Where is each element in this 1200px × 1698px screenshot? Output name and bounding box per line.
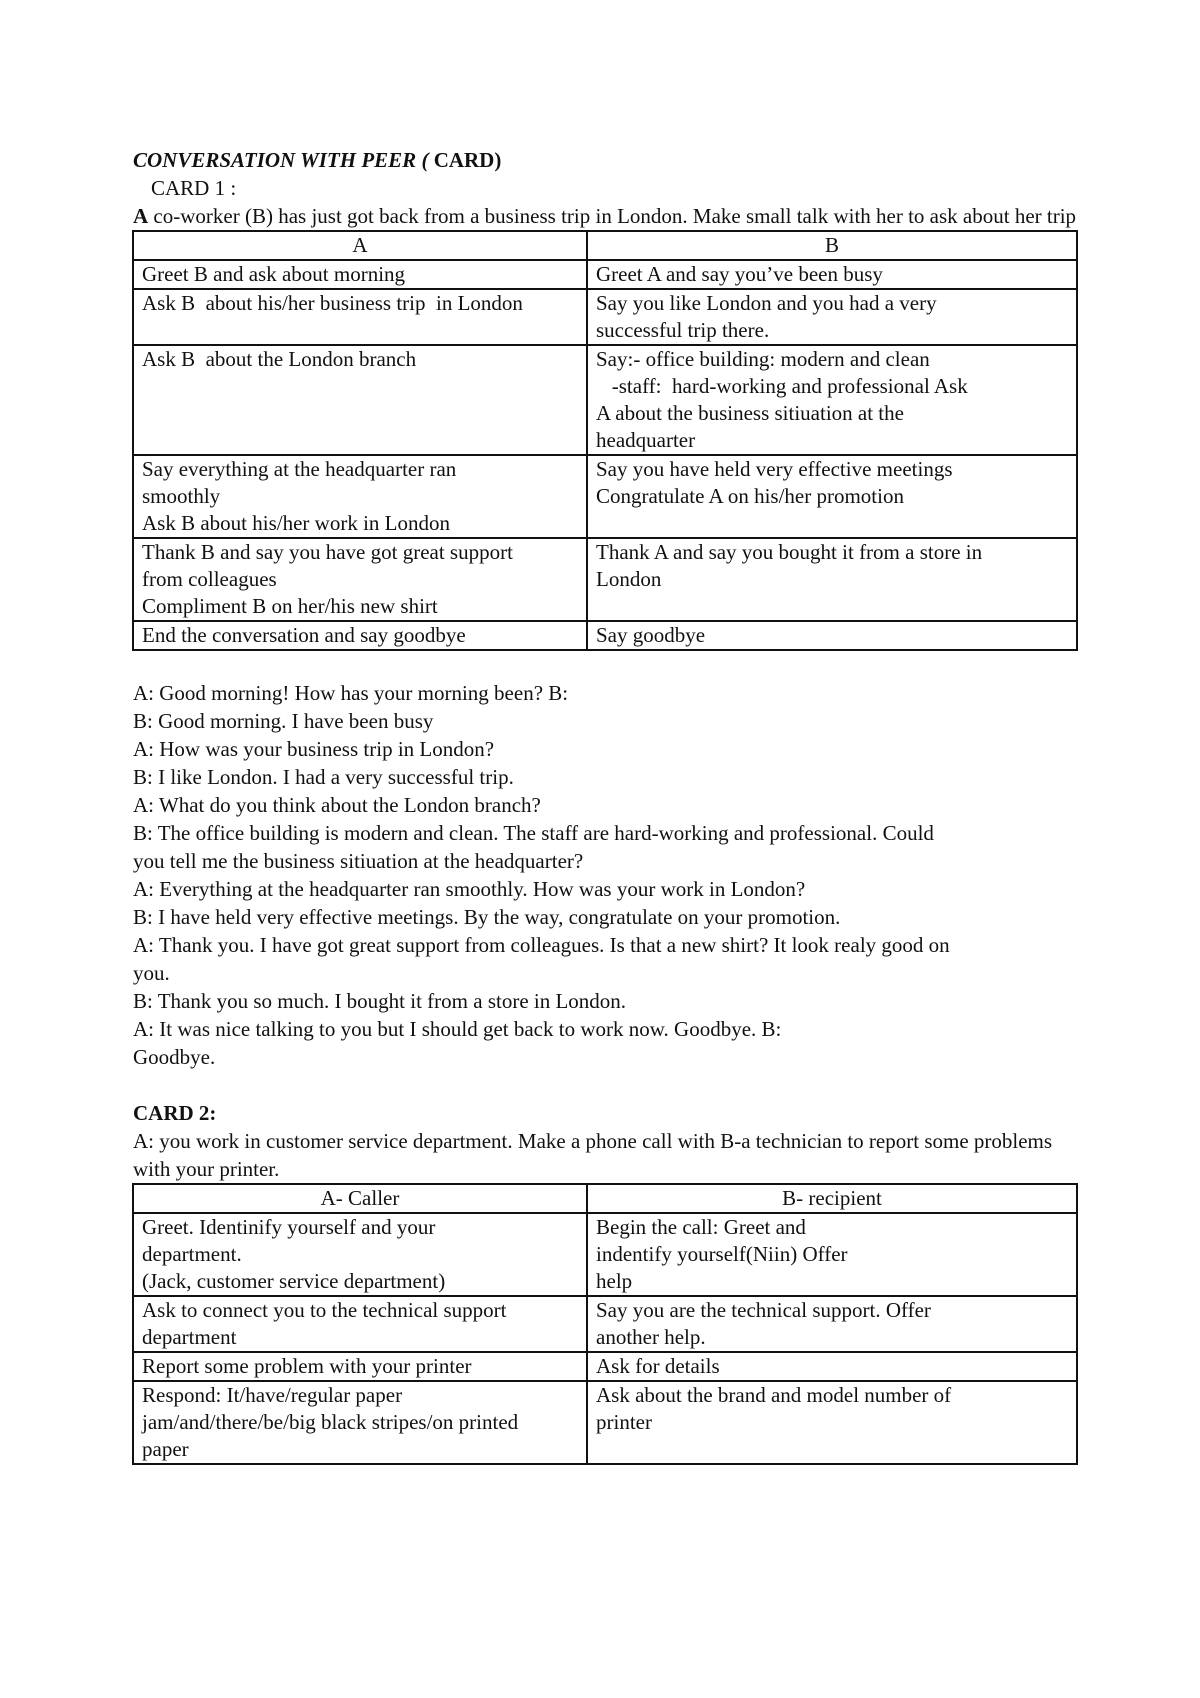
table-row	[133, 1381, 1077, 1464]
dialogue-line: A: Everything at the headquarter ran smoothly. How was your work in London?	[133, 877, 806, 901]
cell-line: Compliment B on her/his new shirt	[142, 594, 438, 618]
cell-line: department.	[142, 1242, 242, 1266]
dialogue-line: Goodbye.	[133, 1045, 216, 1069]
table-cell-b	[587, 621, 1077, 650]
table-cell-a	[133, 621, 587, 650]
cell-line: A about the business sitiuation at the	[596, 401, 904, 425]
cell-line: Say everything at the headquarter ran	[142, 457, 457, 481]
dialogue-line: B: I have held very effective meetings. By the way, congratulate on your promotion.	[133, 905, 841, 929]
table-cell-b	[587, 1296, 1077, 1352]
cell-line: Thank B and say you have got great support	[142, 540, 513, 564]
cell-line: smoothly	[142, 484, 221, 508]
table-cell-a	[133, 1352, 587, 1381]
cell-line: Greet. Identinify yourself and your	[142, 1215, 436, 1239]
card2-table-body	[133, 1213, 1077, 1464]
cell-line: Greet B and ask about morning	[142, 262, 406, 286]
cell-line: Say goodbye	[596, 623, 706, 647]
cell-line: (Jack, customer service department)	[142, 1269, 446, 1293]
cell-line: Ask about the brand and model number of	[596, 1383, 952, 1407]
table-cell-a	[133, 455, 587, 538]
cell-line: Ask B about his/her work in London	[142, 511, 450, 535]
card1-table-header	[133, 231, 1077, 260]
dialogue-line: B: The office building is modern and clean. The staff are hard-working and professional. Could	[133, 821, 934, 845]
table-cell-b	[587, 538, 1077, 621]
cell-line: Say:- office building: modern and clean	[596, 347, 930, 371]
cell-line: Say you have held very effective meetings	[596, 457, 953, 481]
cell-line: -staff: hard-working and professional Ask	[596, 374, 968, 398]
card2-header-a: A- Caller	[133, 1184, 587, 1213]
table-cell-b	[587, 1352, 1077, 1381]
cell-line: Say you are the technical support. Offer	[596, 1298, 931, 1322]
card1-table-body	[133, 260, 1077, 650]
table-row	[133, 345, 1077, 455]
card1-intro-bold: A	[133, 204, 149, 228]
table-row	[133, 289, 1077, 345]
table-cell-b	[587, 289, 1077, 345]
card2-table	[132, 1183, 1078, 1465]
card1-header-b: B	[587, 231, 1077, 260]
table-row	[133, 1213, 1077, 1296]
title-suffix: CARD)	[428, 148, 502, 172]
card1-intro	[133, 202, 1083, 230]
cell-line: Report some problem with your printer	[142, 1354, 472, 1378]
cell-line: headquarter	[596, 428, 696, 452]
dialogue-line: you.	[133, 961, 170, 985]
cell-line: Congratulate A on his/her promotion	[596, 484, 904, 508]
card2-header-b: B- recipient	[587, 1184, 1077, 1213]
table-cell-b	[587, 260, 1077, 289]
cell-line: indentify yourself(Niin) Offer	[596, 1242, 848, 1266]
cell-line: jam/and/there/be/big black stripes/on printed	[142, 1410, 519, 1434]
dialogue-line: A: How was your business trip in London?	[133, 737, 495, 761]
table-cell-b	[587, 1381, 1077, 1464]
cell-line: London	[596, 567, 662, 591]
cell-line: Ask for details	[596, 1354, 720, 1378]
cell-line: from colleagues	[142, 567, 277, 591]
cell-line: another help.	[596, 1325, 706, 1349]
table-row	[133, 1296, 1077, 1352]
card1-table	[132, 230, 1078, 651]
document-page	[133, 146, 1083, 1465]
cell-line: Respond: It/have/regular paper	[142, 1383, 403, 1407]
table-cell-a	[133, 1213, 587, 1296]
table-cell-a	[133, 260, 587, 289]
card1-intro-text: co-worker (B) has just got back from a business trip in London. Make small talk with her to ask about her trip	[148, 204, 1077, 228]
table-cell-b	[587, 1213, 1077, 1296]
cell-line: Begin the call: Greet and	[596, 1215, 806, 1239]
card2-table-header	[133, 1184, 1077, 1213]
cell-line: Thank A and say you bought it from a store in	[596, 540, 983, 564]
dialogue-line: you tell me the business sitiuation at the headquarter?	[133, 849, 584, 873]
dialogue-line: A: What do you think about the London branch?	[133, 793, 541, 817]
dialogue-line: B: I like London. I had a very successful trip.	[133, 765, 514, 789]
cell-line: successful trip there.	[596, 318, 770, 342]
table-cell-a	[133, 1296, 587, 1352]
cell-line: Say you like London and you had a very	[596, 291, 937, 315]
table-row	[133, 260, 1077, 289]
table-row	[133, 621, 1077, 650]
card1-dialogue	[133, 679, 1083, 1071]
cell-line: Ask B about the London branch	[142, 347, 417, 371]
table-cell-b	[587, 455, 1077, 538]
card1-heading: CARD 1 :	[151, 176, 237, 200]
table-cell-a	[133, 538, 587, 621]
cell-line: paper	[142, 1437, 189, 1461]
table-row	[133, 1352, 1077, 1381]
table-cell-a	[133, 289, 587, 345]
table-cell-a	[133, 1381, 587, 1464]
table-row	[133, 455, 1077, 538]
dialogue-line: B: Thank you so much. I bought it from a store in London.	[133, 989, 627, 1013]
cell-line: Ask B about his/her business trip in London	[142, 291, 523, 315]
cell-line: Greet A and say you’ve been busy	[596, 262, 883, 286]
dialogue-line: B: Good morning. I have been busy	[133, 709, 434, 733]
table-row	[133, 538, 1077, 621]
page-title	[133, 146, 1083, 174]
card2-intro: A: you work in customer service department. Make a phone call with B-a technician to report some problems with your printer.	[133, 1129, 1053, 1181]
table-cell-b	[587, 345, 1077, 455]
dialogue-line: A: It was nice talking to you but I should get back to work now. Goodbye. B:	[133, 1017, 782, 1041]
cell-line: Ask to connect you to the technical support	[142, 1298, 507, 1322]
cell-line: help	[596, 1269, 633, 1293]
title-main: CONVERSATION WITH PEER (	[133, 148, 429, 172]
cell-line: End the conversation and say goodbye	[142, 623, 466, 647]
cell-line: printer	[596, 1410, 652, 1434]
card2-heading: CARD 2:	[133, 1101, 217, 1125]
cell-line: department	[142, 1325, 237, 1349]
table-cell-a	[133, 345, 587, 455]
dialogue-line: A: Thank you. I have got great support from colleagues. Is that a new shirt? It look realy good on	[133, 933, 950, 957]
dialogue-line: A: Good morning! How has your morning been? B:	[133, 681, 569, 705]
card1-header-a: A	[133, 231, 587, 260]
